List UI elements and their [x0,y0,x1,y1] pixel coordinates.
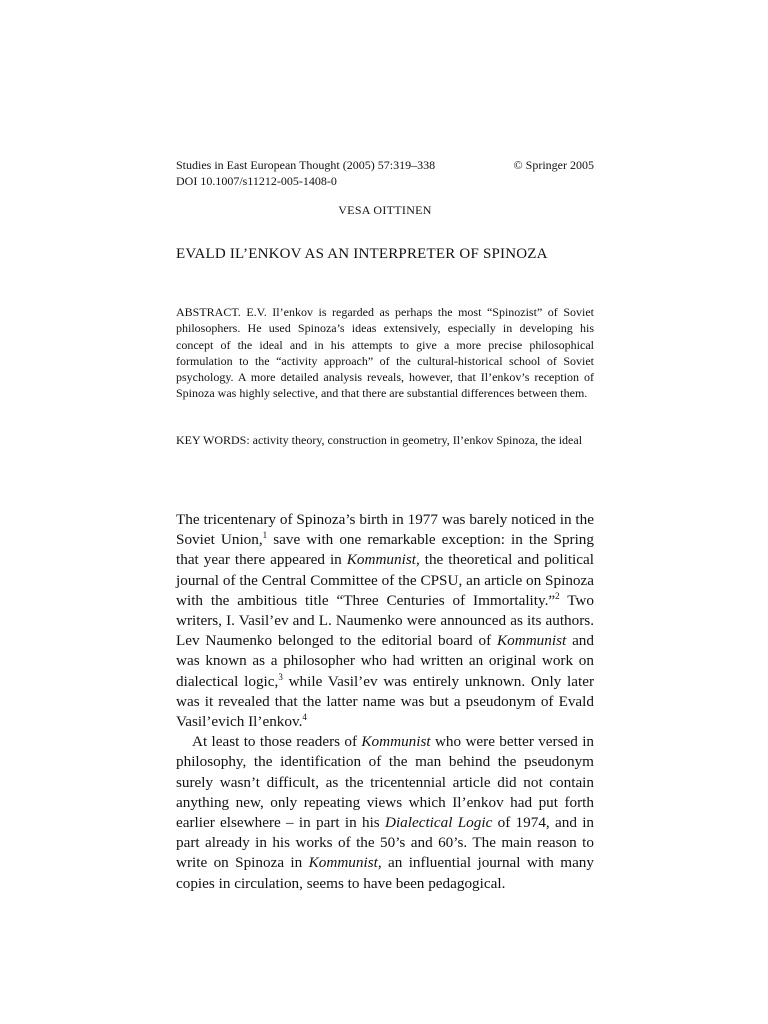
abstract-text: E.V. Il’enkov is regarded as perhaps the most “Spinozist” of Soviet philosophers. He used Spinoza’s ideas extensively, especially in developing his concept of the ideal and in his attempts to give a more precise philosophical formulation to the “activity approach” of the cultural-historical school of Soviet psychology. A more detailed analysis reveals, however, that Il’enkov’s reception of Spinoza was highly selective, and that there are substantial differences between them. [176,305,594,401]
copyright-notice: © Springer 2005 [513,158,594,172]
author-name: VESA OITTINEN [338,203,432,217]
text-run: save with one remarkable exception: in the Spring that year there appeared in [176,531,594,569]
text-run: of 1974, and in part already in his works of the 50’s and 60’s. The main reason to write on Spinoza in [176,814,595,872]
text-run: At least to those readers of [192,733,362,751]
book-title: Dialectical Logic [384,814,493,832]
body-text [176,510,594,894]
keywords [176,432,594,448]
journal-header [176,157,594,189]
keywords-text: activity theory, construction in geometry, Il’enkov Spinoza, the ideal [249,433,583,447]
footnote-ref-2[interactable]: 2 [555,590,560,601]
abstract [176,304,594,402]
abstract-label: ABSTRACT. [176,305,241,319]
text-run: while Vasil’ev was entirely unknown. Only later was it revealed that the latter name was but a pseudonym of Evald Vasil’evich Il’enkov. [176,672,595,731]
journal-name: Kommunist [308,854,378,872]
doi: DOI 10.1007/s11212-005-1408-0 [176,174,337,188]
keywords-label: KEY WORDS: [176,433,250,447]
text-run: who were better versed in philosophy, the identification of the man behind the pseudonym surely wasn’t difficult, as the tricentennial article did not contain anything new, only repeating views which Il’enkov had put forth earlier elsewhere – in part in his [176,733,595,832]
text-run: Two writers, I. Vasil’ev and L. Naumenko were announced as its authors. Lev Naumenko belonged to the editorial board of [176,591,594,650]
article-title: EVALD IL’ENKOV AS AN INTERPRETER OF SPINOZA [176,246,548,262]
text-run: , the theoretical and political journal of the Central Committee of the CPSU, an article on Spinoza with the ambitious title “Three Centuries of Immortality.” [176,551,594,609]
journal-name: Kommunist [497,632,567,650]
footnote-ref-1[interactable]: 1 [262,530,268,541]
paragraph-2 [176,732,594,894]
journal-citation: Studies in East European Thought (2005) 57:319–338 [176,158,436,172]
journal-name: Kommunist [361,733,431,751]
footnote-ref-3[interactable]: 3 [278,671,283,682]
footnote-ref-4[interactable]: 4 [302,712,307,723]
paragraph-1 [176,510,594,732]
text-run: and was known as a philosopher who had written an original work on dialectical logic, [176,632,594,690]
journal-name: Kommunist [346,551,416,569]
text-run: The tricentenary of Spinoza’s birth in 1977 was barely noticed in the Soviet Union, [176,511,594,549]
text-run: , an influential journal with many copies in circulation, seems to have been pedagogical. [176,854,594,892]
header-row [176,157,594,173]
